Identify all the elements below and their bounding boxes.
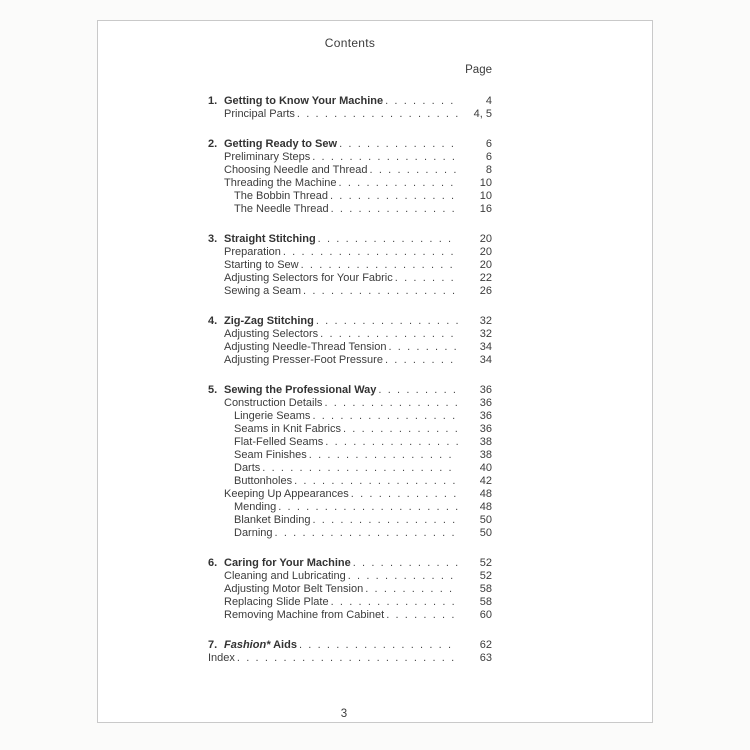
dot-leader <box>294 475 458 488</box>
toc-entry-label: Adjusting Needle-Thread Tension <box>224 341 387 353</box>
toc-row <box>208 462 492 475</box>
toc-entry-label: Threading the Machine <box>224 177 337 189</box>
toc-page-number: 52 <box>479 557 492 569</box>
toc-entry-label: Mending <box>234 501 277 513</box>
dot-leader <box>325 436 458 449</box>
dot-leader <box>370 164 458 177</box>
toc-section <box>208 138 492 216</box>
toc-page-number: 4 <box>485 95 492 107</box>
toc-row <box>208 203 492 216</box>
toc-page-number: 40 <box>479 462 492 474</box>
dot-leader <box>318 233 458 246</box>
table-of-contents <box>208 95 492 665</box>
toc-chapter-number: 5. <box>208 384 218 396</box>
toc-row <box>208 341 492 354</box>
toc-row <box>208 583 492 596</box>
toc-row <box>208 527 492 540</box>
dot-leader <box>299 639 458 652</box>
toc-entry-label: Zig-Zag Stitching <box>224 315 314 327</box>
toc-row <box>208 488 492 501</box>
toc-entry-label: Cleaning and Lubricating <box>224 570 346 582</box>
dot-leader <box>385 354 458 367</box>
toc-entry-label: Getting Ready to Sew <box>224 138 338 150</box>
toc-row <box>208 164 492 177</box>
toc-section <box>208 95 492 121</box>
toc-page-number: 4, 5 <box>473 108 492 120</box>
toc-page-number: 58 <box>479 583 492 595</box>
toc-page-number: 50 <box>479 514 492 526</box>
toc-entry-label: Seam Finishes <box>234 449 307 461</box>
toc-row <box>208 423 492 436</box>
toc-page-number: 58 <box>479 596 492 608</box>
toc-page-number: 34 <box>479 341 492 353</box>
toc-page-number: 6 <box>485 151 492 163</box>
dot-leader <box>301 259 458 272</box>
dot-leader <box>303 285 458 298</box>
dot-leader <box>330 190 458 203</box>
dot-leader <box>331 596 458 609</box>
toc-row <box>208 272 492 285</box>
toc-section <box>208 557 492 622</box>
toc-row <box>208 557 492 570</box>
toc-entry-label: Keeping Up Appearances <box>224 488 349 500</box>
dot-leader <box>331 203 458 216</box>
toc-chapter-number: 4. <box>208 315 218 327</box>
toc-page-number: 20 <box>479 246 492 258</box>
dot-leader <box>351 488 458 501</box>
dot-leader <box>386 609 458 622</box>
toc-page-number: 62 <box>479 639 492 651</box>
toc-page-number: 34 <box>479 354 492 366</box>
toc-page-number: 38 <box>479 449 492 461</box>
dot-leader <box>275 527 458 540</box>
toc-page-number: 32 <box>479 315 492 327</box>
dot-leader <box>237 652 458 665</box>
page-column-header: Page <box>465 64 492 76</box>
toc-page-number: 42 <box>479 475 492 487</box>
toc-row <box>208 285 492 298</box>
dot-leader <box>395 272 458 285</box>
toc-row <box>208 259 492 272</box>
toc-page-number: 60 <box>479 609 492 621</box>
toc-page-number: 63 <box>479 652 492 664</box>
toc-page-number: 6 <box>485 138 492 150</box>
toc-entry-label: Seams in Knit Fabrics <box>234 423 341 435</box>
toc-entry-label: Principal Parts <box>224 108 295 120</box>
dot-leader <box>262 462 458 475</box>
toc-page-number: 48 <box>479 488 492 500</box>
toc-page-number: 36 <box>479 397 492 409</box>
dot-leader <box>343 423 458 436</box>
toc-row <box>208 315 492 328</box>
toc-entry-label: Removing Machine from Cabinet <box>224 609 385 621</box>
toc-row <box>208 233 492 246</box>
dot-leader <box>324 397 458 410</box>
dot-leader <box>312 410 458 423</box>
dot-leader <box>378 384 458 397</box>
toc-entry-label: Darning <box>234 527 273 539</box>
toc-page-number: 8 <box>485 164 492 176</box>
toc-page-number: 52 <box>479 570 492 582</box>
toc-chapter-number: 2. <box>208 138 218 150</box>
toc-page-number: 36 <box>479 410 492 422</box>
toc-entry-label: Construction Details <box>224 397 323 409</box>
toc-entry-label: The Bobbin Thread <box>234 190 328 202</box>
toc-chapter-number: 3. <box>208 233 218 245</box>
toc-entry-label: Getting to Know Your Machine <box>224 95 384 107</box>
dot-leader <box>297 108 458 121</box>
toc-page-number: 16 <box>479 203 492 215</box>
toc-entry-label: Adjusting Selectors for Your Fabric <box>224 272 393 284</box>
toc-row <box>208 652 492 665</box>
toc-row <box>208 514 492 527</box>
toc-page-number: 10 <box>479 190 492 202</box>
toc-page-number: 36 <box>479 423 492 435</box>
toc-row <box>208 190 492 203</box>
toc-entry-label: Adjusting Selectors <box>224 328 319 340</box>
toc-page-number: 48 <box>479 501 492 513</box>
dot-leader <box>365 583 458 596</box>
dot-leader <box>388 341 458 354</box>
toc-section <box>208 233 492 298</box>
toc-entry-label: Starting to Sew <box>224 259 299 271</box>
toc-entry-label: Fashion* Aids <box>224 639 297 651</box>
toc-page-number: 38 <box>479 436 492 448</box>
toc-page-number: 10 <box>479 177 492 189</box>
toc-chapter-number: 1. <box>208 95 218 107</box>
toc-row <box>208 410 492 423</box>
toc-entry-label: Sewing a Seam <box>224 285 302 297</box>
toc-section <box>208 384 492 540</box>
dot-leader <box>278 501 458 514</box>
toc-entry-label: Straight Stitching <box>224 233 316 245</box>
dot-leader <box>312 151 458 164</box>
toc-row <box>208 246 492 259</box>
toc-entry-label: Blanket Binding <box>234 514 311 526</box>
toc-row <box>208 138 492 151</box>
dot-leader <box>339 138 458 151</box>
toc-page-number: 22 <box>479 272 492 284</box>
page-title: Contents <box>324 36 376 50</box>
toc-row <box>208 177 492 190</box>
dot-leader <box>316 315 458 328</box>
dot-leader <box>320 328 458 341</box>
toc-page-number: 36 <box>479 384 492 396</box>
toc-entry-label: Preparation <box>224 246 281 258</box>
toc-page-number: 50 <box>479 527 492 539</box>
toc-page-number: 26 <box>479 285 492 297</box>
dot-leader <box>312 514 458 527</box>
toc-row <box>208 95 492 108</box>
toc-entry-label: Lingerie Seams <box>234 410 311 422</box>
toc-entry-label: Flat-Felled Seams <box>234 436 324 448</box>
toc-chapter-number: 7. <box>208 639 218 651</box>
dot-leader <box>348 570 458 583</box>
toc-row <box>208 596 492 609</box>
dot-leader <box>353 557 458 570</box>
manual-page <box>97 20 653 723</box>
toc-row <box>208 475 492 488</box>
toc-entry-label: Buttonholes <box>234 475 293 487</box>
toc-entry-label: Replacing Slide Plate <box>224 596 329 608</box>
dot-leader <box>339 177 458 190</box>
toc-chapter-number: 6. <box>208 557 218 569</box>
dot-leader <box>309 449 458 462</box>
toc-row <box>208 639 492 652</box>
toc-entry-label: Preliminary Steps <box>224 151 311 163</box>
toc-row <box>208 501 492 514</box>
toc-page-number: 32 <box>479 328 492 340</box>
toc-entry-label: Caring for Your Machine <box>224 557 351 569</box>
toc-row <box>208 108 492 121</box>
toc-entry-label: Adjusting Motor Belt Tension <box>224 583 364 595</box>
toc-row <box>208 436 492 449</box>
toc-row <box>208 354 492 367</box>
toc-entry-label: Sewing the Professional Way <box>224 384 377 396</box>
toc-page-number: 20 <box>479 259 492 271</box>
toc-entry-label: Darts <box>234 462 261 474</box>
toc-row <box>208 570 492 583</box>
toc-row <box>208 397 492 410</box>
toc-entry-label: The Needle Thread <box>234 203 329 215</box>
toc-entry-label: Choosing Needle and Thread <box>224 164 368 176</box>
toc-section <box>208 639 492 665</box>
dot-leader <box>283 246 458 259</box>
toc-row <box>208 151 492 164</box>
toc-entry-label: Index <box>208 652 235 664</box>
toc-page-number: 20 <box>479 233 492 245</box>
toc-entry-label: Adjusting Presser-Foot Pressure <box>224 354 383 366</box>
folio-page-number: 3 <box>340 708 348 720</box>
toc-section <box>208 315 492 367</box>
toc-row <box>208 384 492 397</box>
toc-row <box>208 609 492 622</box>
dot-leader <box>385 95 458 108</box>
toc-row <box>208 328 492 341</box>
toc-row <box>208 449 492 462</box>
